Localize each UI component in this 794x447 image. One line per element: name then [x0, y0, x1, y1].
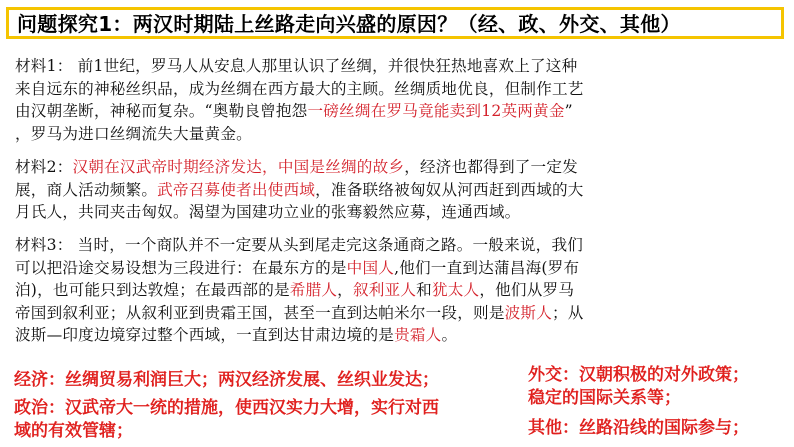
- highlight-text: 希腊人: [289, 281, 338, 299]
- highlight-text: 中国人: [346, 258, 395, 277]
- material-2: [15, 156, 780, 224]
- highlight-text: 叙利亚人: [352, 281, 417, 299]
- material-1-line: 由汉朝垄断，神秘而复杂。“奥勒良曾抱怨一磅丝绸在罗马竟能卖到12英两黄金”: [15, 102, 573, 120]
- answer-diplomacy-line2: 稳定的国际关系等；: [528, 388, 681, 408]
- material-1-line: 来自远东的神秘丝织品，成为丝绸在西方最大的主顾。丝绸质地优良，但制作工艺: [15, 79, 584, 98]
- material-1-line: 材料1： 前1世纪，罗马人从安息人那里认识了丝绸，并很快狂热地喜欢上了这种: [15, 57, 578, 75]
- answer-economy: 经济：丝绸贸易利润巨大；两汉经济发展、丝织业发达；: [14, 370, 439, 390]
- material-2-line: 材料2：汉朝在汉武帝时期经济发达，中国是丝绸的故乡，经济也都得到了一定发: [15, 158, 578, 176]
- material-1-line: ，罗马为进口丝绸流失大量黄金。: [15, 124, 252, 143]
- highlight-text: 波斯人: [504, 303, 552, 322]
- material-3: [15, 234, 780, 347]
- material-1: [15, 55, 780, 145]
- highlight-text: 贵霜人: [394, 326, 442, 344]
- answer-politics-line2: 域的有效管辖；: [14, 421, 133, 441]
- material-2-line: 展，商人活动频繁。武帝召募使者出使西域，准备联络被匈奴从河西赶到西域的大: [15, 180, 584, 199]
- highlight-text: 一磅丝绸在罗马竟能卖到12英两黄金: [307, 102, 565, 120]
- material-3-line: 帝国到叙利亚；从叙利亚到贵霜王国，甚至一直到达帕米尔一段，则是波斯人；从: [15, 303, 584, 322]
- material-3-line: 材料3： 当时，一个商队并不一定要从头到尾走完这条通商之路。一般来说，我们: [15, 236, 584, 254]
- material-2-line: 月氏人，共同夹击匈奴。渴望为国建功立业的张骞毅然应募，连通西域。: [15, 203, 521, 221]
- material-3-line: 可以把沿途交易设想为三段进行：在最东方的是中国人,他们一直到达蒲昌海(罗布: [15, 258, 580, 277]
- title-bar: [6, 7, 784, 39]
- answer-politics-line1: 政治：汉武帝大一统的措施，使西汉实力大增，实行对西: [14, 398, 439, 418]
- highlight-text: 汉朝在汉武帝时期经济发达，中国是丝绸的故乡: [72, 158, 405, 176]
- highlight-text: 犹太人: [431, 281, 480, 299]
- highlight-text: 武帝召募使者出使西域: [157, 180, 316, 199]
- material-3-line: 波斯—印度边境穿过整个西域，一直到达甘肃边境的是贵霜人。: [15, 326, 458, 344]
- material-3-line: 泊)，也可能只到达敦煌；在最西部的是希腊人，叙利亚人和犹太人，他们从罗马: [15, 281, 575, 299]
- page-title: 问题探究1：两汉时期陆上丝路走向兴盛的原因？（经、政、外交、其他）: [17, 12, 681, 36]
- answer-diplomacy-line1: 外交：汉朝积极的对外政策；: [528, 365, 749, 385]
- answer-other: 其他：丝路沿线的国际参与；: [528, 418, 749, 438]
